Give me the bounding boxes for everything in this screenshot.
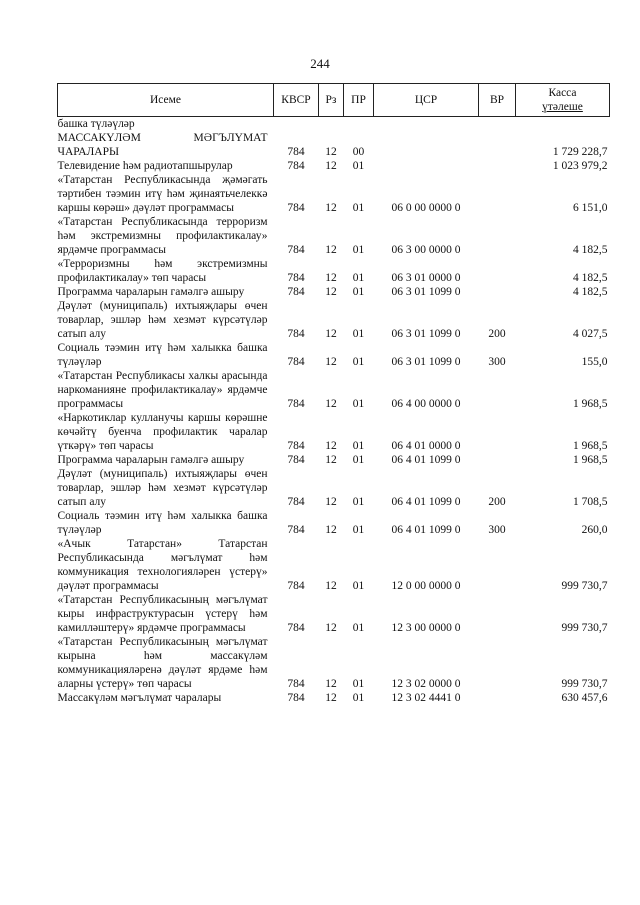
budget-table (57, 83, 610, 705)
table-row (58, 131, 610, 159)
row-pr: 01 (352, 440, 365, 452)
header-kassa-line2: үтәлеше (542, 101, 583, 113)
row-rz: 12 (325, 440, 337, 452)
row-amount: 4 182,5 (573, 272, 608, 284)
row-pr: 01 (352, 328, 365, 340)
table-row (58, 341, 610, 369)
row-rz: 12 (325, 202, 337, 214)
row-vr (479, 369, 516, 411)
row-rz: 12 (325, 678, 337, 690)
row-vr (479, 411, 516, 453)
row-rz: 12 (325, 286, 337, 298)
row-amount: 4 182,5 (573, 244, 608, 256)
row-name: Программа чараларын гамәлгә ашыру (57, 286, 245, 298)
budget-table-wrapper (57, 83, 609, 705)
row-amount (516, 117, 610, 132)
header-kassa-line1: Касса (548, 87, 577, 99)
table-row (58, 467, 610, 509)
row-name: башка түләүләр (57, 118, 135, 130)
row-pr: 01 (352, 622, 365, 634)
row-pr: 01 (352, 272, 365, 284)
row-csr: 06 3 00 0000 0 (391, 244, 461, 256)
row-name: «Татарстан Республикасы халкы арасында наркоманияне профилактикалау» ярдәмче программасы (57, 370, 268, 410)
table-body (58, 117, 610, 706)
row-csr: 06 4 01 1099 0 (391, 496, 461, 508)
row-rz (319, 117, 344, 132)
row-name: Социаль тәэмин итү һәм халыкка башка түләүләр (57, 342, 268, 368)
table-row (58, 411, 610, 453)
row-csr: 06 3 01 1099 0 (391, 328, 461, 340)
row-rz: 12 (325, 272, 337, 284)
row-vr (479, 593, 516, 635)
table-row (58, 537, 610, 593)
row-rz: 12 (325, 398, 337, 410)
row-amount: 1 708,5 (573, 496, 608, 508)
row-csr (374, 159, 479, 173)
row-amount: 630 457,6 (561, 692, 608, 704)
row-pr: 01 (352, 580, 365, 592)
row-vr (479, 173, 516, 215)
row-kvsr (274, 117, 319, 132)
row-pr: 01 (352, 454, 365, 466)
row-csr: 06 4 01 0000 0 (391, 440, 461, 452)
row-kvsr: 784 (287, 496, 305, 508)
row-vr (479, 453, 516, 467)
header-vr: ВР (479, 84, 516, 117)
row-csr: 12 3 02 0000 0 (391, 678, 461, 690)
row-kvsr: 784 (287, 678, 305, 690)
row-name: «Наркотиклар кулланучы каршы көрәшне көчәйтү буенча профилактик чаралар үткәрү» төп чарасы (57, 412, 268, 452)
row-name: «Татарстан Республикасының мәгълүмат кырына һәм массакүләм коммуникацияләренә дәүләт ярдәме һәм аларны үстерү» төп чарасы (57, 636, 268, 690)
row-pr: 01 (352, 692, 365, 704)
header-name: Исеме (58, 84, 274, 117)
row-csr: 06 3 01 1099 0 (391, 356, 461, 368)
table-row (58, 215, 610, 257)
row-csr (374, 117, 479, 132)
row-vr: 200 (488, 496, 506, 508)
row-csr: 06 3 01 1099 0 (391, 286, 461, 298)
row-rz: 12 (325, 356, 337, 368)
row-pr: 00 (352, 146, 365, 158)
row-amount: 260,0 (581, 524, 608, 536)
row-vr: 200 (488, 328, 506, 340)
row-kvsr: 784 (287, 454, 305, 466)
row-csr: 12 0 00 0000 0 (391, 580, 461, 592)
row-rz: 12 (325, 524, 337, 536)
row-amount: 1 023 979,2 (552, 160, 608, 172)
row-vr (479, 537, 516, 593)
row-amount: 1 968,5 (573, 454, 608, 466)
header-kassa (516, 84, 610, 117)
row-pr: 01 (352, 356, 365, 368)
row-kvsr: 784 (287, 524, 305, 536)
row-vr (479, 257, 516, 285)
row-csr: 06 4 01 1099 0 (391, 524, 461, 536)
row-name: Дәүләт (муниципаль) ихтыяҗлары өчен товарлар, эшләр һәм хезмәт күрсәтүләр сатып алу (57, 468, 268, 508)
row-kvsr: 784 (287, 580, 305, 592)
row-kvsr: 784 (287, 440, 305, 452)
table-row (58, 453, 610, 467)
row-name: Социаль тәэмин итү һәм халыкка башка түләүләр (57, 510, 268, 536)
row-kvsr: 784 (287, 272, 305, 284)
row-vr (479, 215, 516, 257)
row-name: Телевидение һәм радиотапшырулар (57, 160, 233, 172)
table-row (58, 299, 610, 341)
row-name: «Татарстан Республикасында җәмәгать тәртибен тәэмин итү һәм җинаятьчелеккә каршы көрәш» дәүләт программасы (57, 174, 268, 214)
row-name: Массакүләм мәгълүмат чаралары (57, 692, 222, 704)
table-row (58, 369, 610, 411)
row-rz: 12 (325, 160, 337, 172)
row-kvsr: 784 (287, 202, 305, 214)
row-rz: 12 (325, 692, 337, 704)
row-csr: 12 3 00 0000 0 (391, 622, 461, 634)
table-row (58, 635, 610, 691)
row-amount: 4 182,5 (573, 286, 608, 298)
row-pr: 01 (352, 678, 365, 690)
row-kvsr: 784 (287, 328, 305, 340)
row-csr (374, 131, 479, 159)
row-kvsr: 784 (287, 622, 305, 634)
header-rz: Рз (319, 84, 344, 117)
row-kvsr: 784 (287, 244, 305, 256)
row-amount: 4 027,5 (573, 328, 608, 340)
row-kvsr: 784 (287, 356, 305, 368)
row-csr: 06 4 01 1099 0 (391, 454, 461, 466)
table-row (58, 691, 610, 705)
row-amount: 999 730,7 (561, 580, 608, 592)
row-vr (479, 285, 516, 299)
row-pr: 01 (352, 524, 365, 536)
row-pr: 01 (352, 286, 365, 298)
row-pr: 01 (352, 202, 365, 214)
table-row (58, 159, 610, 173)
row-kvsr: 784 (287, 692, 305, 704)
table-row (58, 593, 610, 635)
row-name: «Терроризмны һәм экстремизмны профилактикалау» төп чарасы (57, 258, 268, 284)
table-row (58, 257, 610, 285)
row-csr: 06 4 00 0000 0 (391, 398, 461, 410)
row-kvsr: 784 (287, 398, 305, 410)
row-rz: 12 (325, 328, 337, 340)
header-csr: ЦСР (374, 84, 479, 117)
row-name: МАССАКҮЛӘМ МӘГЪЛҮМАТ ЧАРАЛАРЫ (57, 132, 268, 158)
row-name: Программа чараларын гамәлгә ашыру (57, 454, 245, 466)
row-amount: 1 729 228,7 (552, 146, 608, 158)
row-pr: 01 (352, 244, 365, 256)
row-amount: 6 151,0 (573, 202, 608, 214)
row-csr: 06 3 01 0000 0 (391, 272, 461, 284)
row-pr: 01 (352, 160, 365, 172)
row-rz: 12 (325, 146, 337, 158)
header-pr: ПР (344, 84, 374, 117)
row-name: «Татарстан Республикасында терроризм һәм экстремизмны профилактикалау» ярдәмче программасы (57, 216, 268, 256)
row-rz: 12 (325, 244, 337, 256)
page-number: 244 (310, 56, 330, 71)
row-vr (479, 159, 516, 173)
row-amount: 1 968,5 (573, 440, 608, 452)
row-name: «Ачык Татарстан» Татарстан Республикасында мәгълүмат һәм коммуникация технологияләрен үстерү» дәүләт программасы (57, 538, 268, 592)
row-vr: 300 (488, 356, 506, 368)
row-kvsr: 784 (287, 146, 305, 158)
header-kvsr: КВСР (274, 84, 319, 117)
row-rz: 12 (325, 622, 337, 634)
table-row (58, 285, 610, 299)
table-row (58, 117, 610, 132)
row-name: Дәүләт (муниципаль) ихтыяҗлары өчен товарлар, эшләр һәм хезмәт күрсәтүләр сатып алу (57, 300, 268, 340)
row-pr (344, 117, 374, 132)
row-amount: 155,0 (581, 356, 608, 368)
row-csr: 06 0 00 0000 0 (391, 202, 461, 214)
table-row (58, 509, 610, 537)
row-amount: 999 730,7 (561, 622, 608, 634)
row-vr (479, 131, 516, 159)
row-name: «Татарстан Республикасының мәгълүмат кыры инфраструктурасын үстерү һәм камилләштерү» ярдәмче программасы (57, 594, 268, 634)
row-rz: 12 (325, 496, 337, 508)
row-amount: 999 730,7 (561, 678, 608, 690)
table-row (58, 173, 610, 215)
row-rz: 12 (325, 580, 337, 592)
row-pr: 01 (352, 398, 365, 410)
row-vr (479, 117, 516, 132)
row-rz: 12 (325, 454, 337, 466)
row-vr (479, 691, 516, 705)
row-vr (479, 635, 516, 691)
row-kvsr: 784 (287, 160, 305, 172)
row-csr: 12 3 02 4441 0 (391, 692, 461, 704)
table-header-row (58, 84, 610, 117)
row-vr: 300 (488, 524, 506, 536)
row-kvsr: 784 (287, 286, 305, 298)
row-pr: 01 (352, 496, 365, 508)
row-amount: 1 968,5 (573, 398, 608, 410)
